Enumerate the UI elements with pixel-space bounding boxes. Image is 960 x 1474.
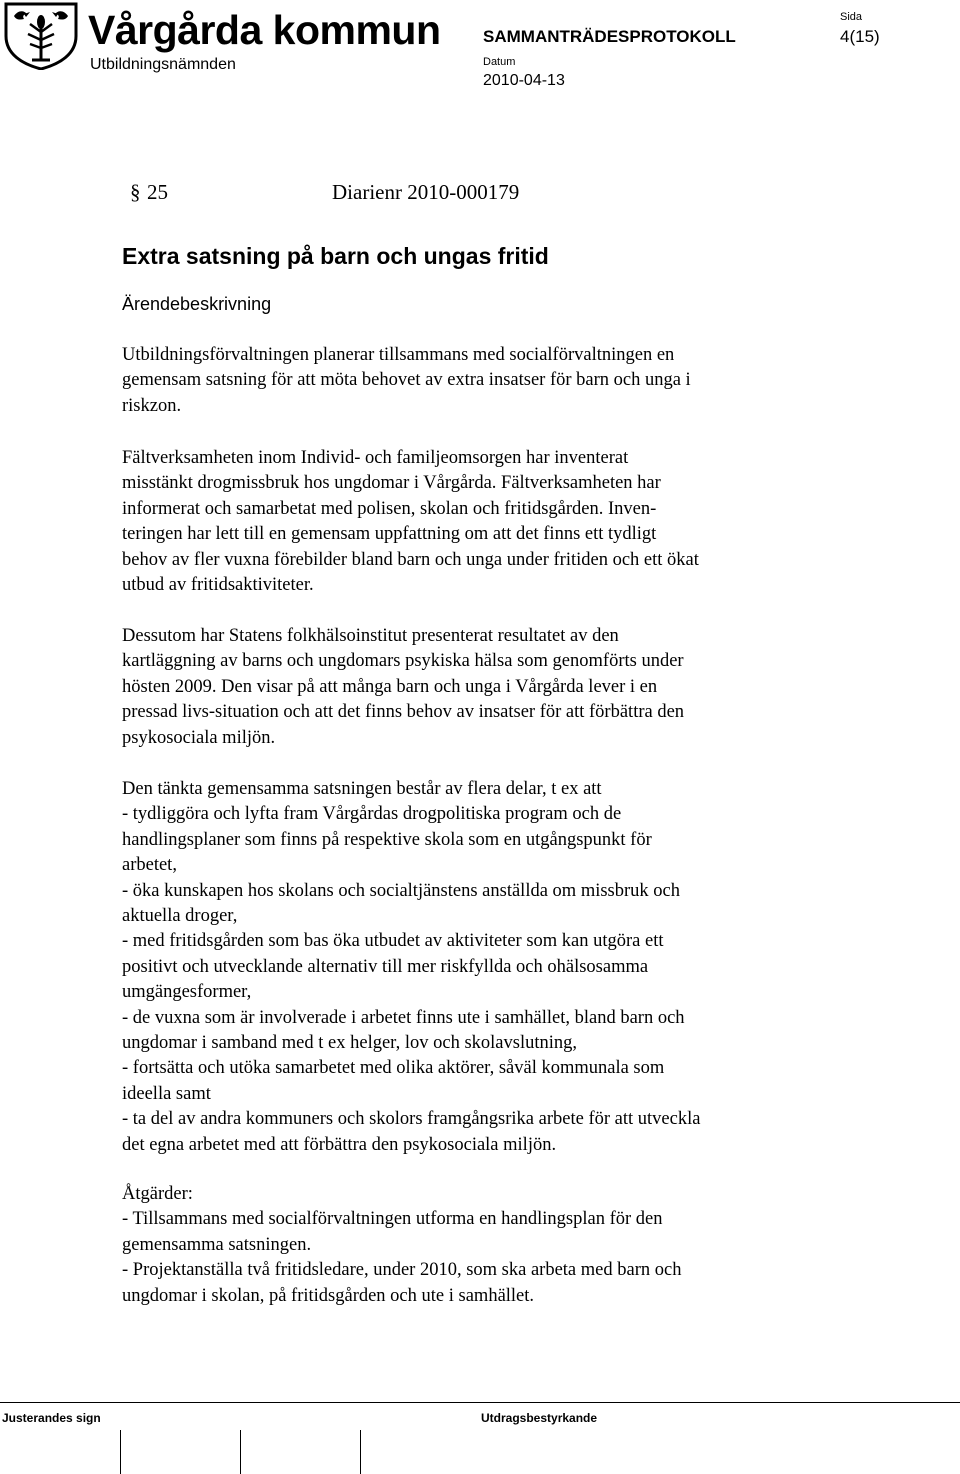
body-paragraph	[122, 777, 832, 1158]
list-item: - de vuxna som är involverade i arbetet finns ute i samhället, bland barn och	[122, 1007, 685, 1028]
text-line: ungdomar i samband med t ex helger, lov och skolavslutning,	[122, 1033, 577, 1054]
list-item: - Projektanställa två fritidsledare, under 2010, som ska arbeta med barn och	[122, 1260, 682, 1281]
text-line: utbud av fritidsaktiviteter.	[122, 575, 314, 596]
subheading: Åtgärder:	[122, 1184, 193, 1204]
text-line: informerat och samarbetat med polisen, skolan och fritidsgården. Inven-	[122, 498, 657, 519]
signature-label: Justerandes sign	[2, 1411, 101, 1425]
list-item: - fortsätta och utöka samarbetet med olika aktörer, såväl kommunala som	[122, 1058, 665, 1079]
list-item: - tydliggöra och lyfta fram Vårgårdas drogpolitiska program och de	[122, 804, 622, 825]
body-paragraph	[122, 624, 832, 751]
text-line: Fältverksamheten inom Individ- och familjeomsorgen har inventerat	[122, 448, 629, 468]
body-paragraph	[122, 1182, 832, 1309]
text-line: misstänkt drogmissbruk hos ungdomar i Vårgårda. Fältverksamheten har	[122, 473, 661, 494]
page-title: Extra satsning på barn och ungas fritid	[122, 243, 549, 269]
section-sign: §	[130, 180, 141, 204]
signature-box-divider	[240, 1430, 241, 1474]
text-line: ungdomar i skolan, på fritidsgården och ute i samhället.	[122, 1285, 535, 1306]
text-line: aktuella droger,	[122, 906, 238, 927]
list-item: - Tillsammans med socialförvaltningen utforma en handlingsplan för den	[122, 1209, 663, 1230]
text-line: handlingsplaner som finns på respektive skola som en utgångspunkt för	[122, 829, 652, 850]
document-type: SAMMANTRÄDESPROTOKOLL	[483, 27, 736, 46]
diarie-number: Diarienr 2010-000179	[332, 180, 520, 204]
text-line: Dessutom har Statens folkhälsoinstitut presenterat resultatet av den	[122, 626, 619, 646]
section-heading: Ärendebeskrivning	[122, 294, 272, 314]
signature-box-divider	[360, 1430, 361, 1474]
excerpt-certification-label: Utdragsbestyrkande	[481, 1411, 598, 1425]
text-line: pressad livs-situation och att det finns behov av insatser för att förbättra den	[122, 702, 685, 723]
municipal-coat-of-arms-icon	[2, 2, 80, 70]
text-line: behov av fler vuxna förebilder bland barn och unga under fritiden och ett ökat	[122, 549, 699, 570]
page-label: Sida	[840, 11, 863, 23]
text-line: riskzon.	[122, 395, 182, 416]
municipality-name: Vårgårda kommun	[88, 7, 441, 53]
text-line: kartläggning av barns och ungdomars psykiska hälsa som genomförts under	[122, 651, 684, 672]
text-line: positivt och utvecklande alternativ till mer riskfyllda och ohälsosamma	[122, 956, 649, 977]
text-line: det egna arbetet med att förbättra den psykosociala miljön.	[122, 1134, 557, 1155]
list-item: - ta del av andra kommuners och skolors framgångsrika arbete för att utveckla	[122, 1109, 701, 1130]
page-number: 4(15)	[840, 27, 880, 46]
text-line: Utbildningsförvaltningen planerar tillsammans med socialförvaltningen en	[122, 345, 675, 365]
signature-box-divider	[120, 1430, 121, 1474]
text-line: ideella samt	[122, 1083, 211, 1104]
text-line: gemensamma satsningen.	[122, 1234, 312, 1255]
text-line: teringen har lett till en gemensam uppfattning om att det finns ett tydligt	[122, 524, 657, 545]
list-item: - öka kunskapen hos skolans och socialtjänstens anställda om missbruk och	[122, 880, 680, 901]
text-line: umgängesformer,	[122, 982, 252, 1003]
text-line: arbetet,	[122, 855, 177, 876]
committee-name: Utbildningsnämnden	[90, 56, 236, 73]
body-paragraph	[122, 446, 832, 598]
date-value: 2010-04-13	[483, 72, 565, 89]
text-line: Den tänkta gemensamma satsningen består av flera delar, t ex att	[122, 779, 602, 799]
text-line: gemensam satsning för att möta behovet av extra insatser för barn och unga i	[122, 370, 691, 391]
footer-divider	[0, 1402, 960, 1403]
text-line: hösten 2009. Den visar på att många barn och unga i Vårgårda lever i en	[122, 676, 658, 697]
date-label: Datum	[483, 56, 516, 68]
list-item: - med fritidsgården som bas öka utbudet av aktiviteter som kan utgöra ett	[122, 931, 664, 952]
text-line: psykosociala miljön.	[122, 727, 276, 748]
body-paragraph	[122, 343, 832, 419]
paragraph-number: 25	[147, 180, 168, 204]
